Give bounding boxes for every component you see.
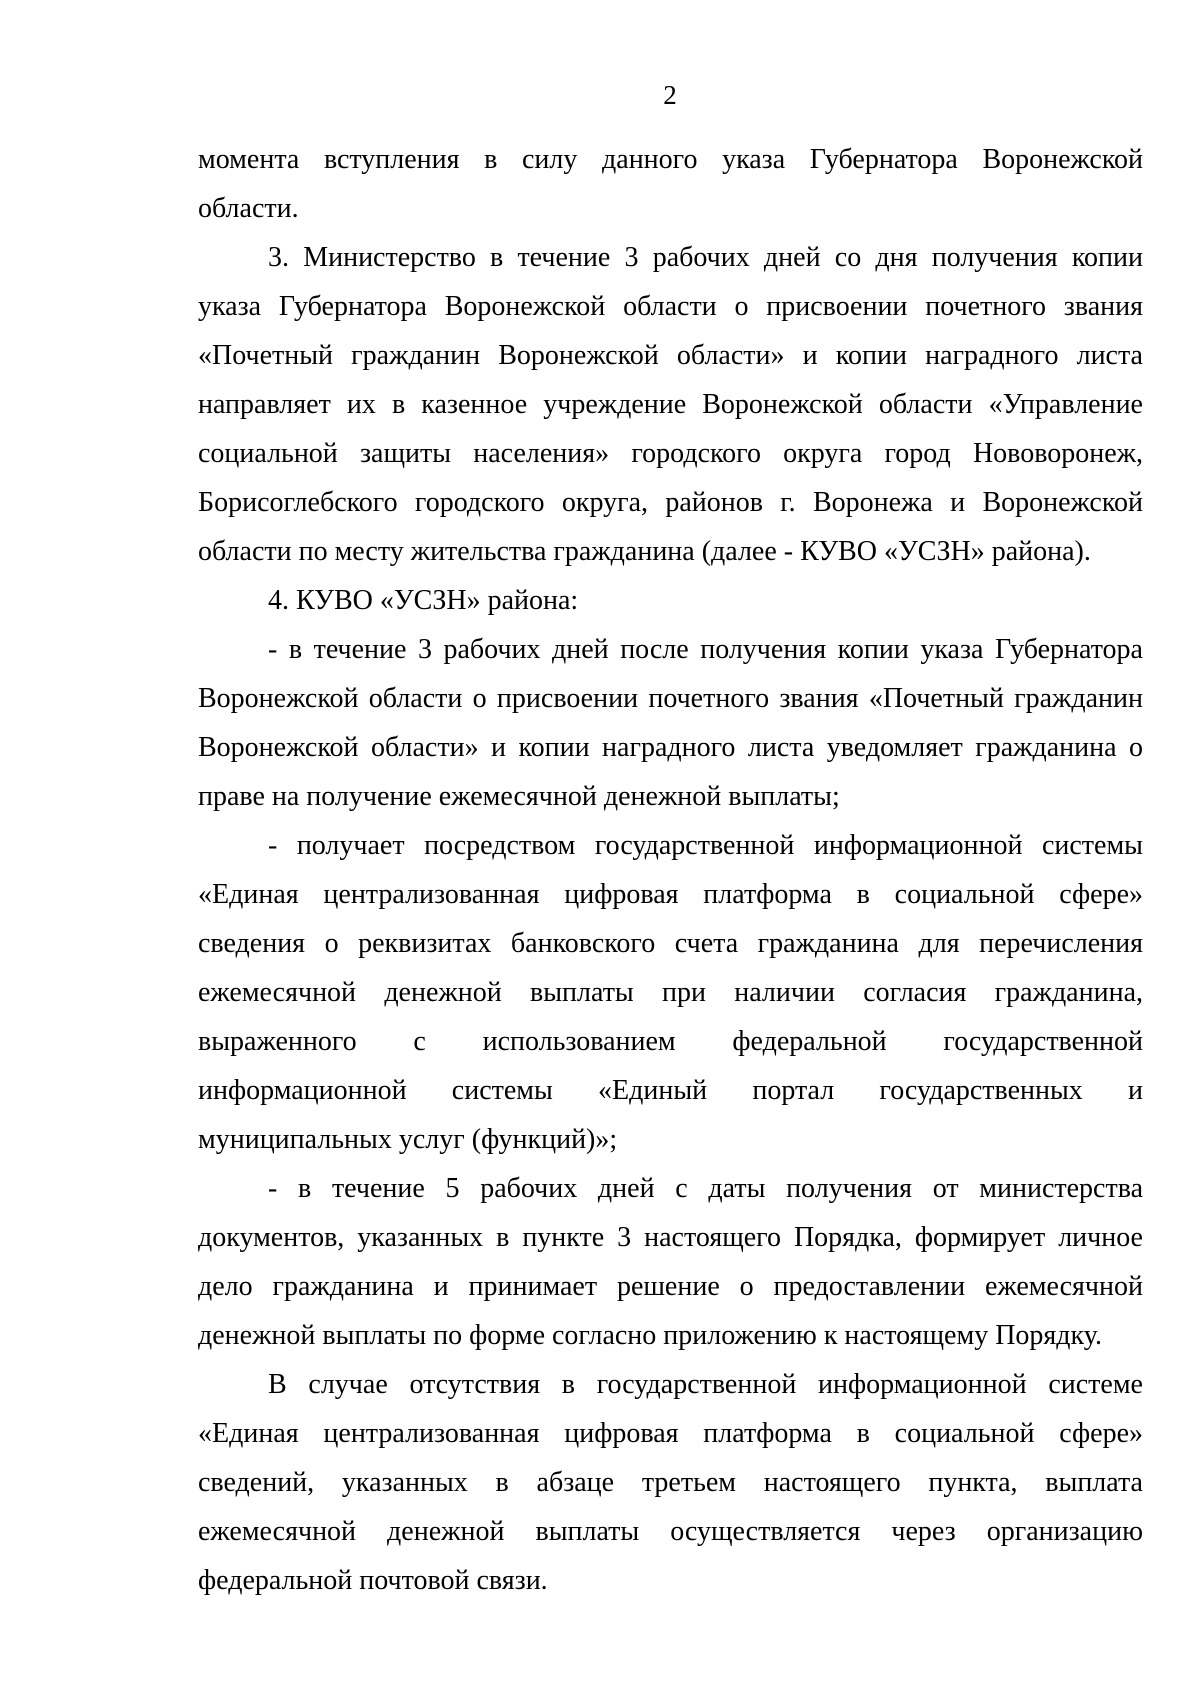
paragraph-closing xyxy=(198,1360,1143,1605)
paragraph-item-3 xyxy=(198,233,1143,576)
text-line: социальной защиты населения» городского округа город Нововоронеж, xyxy=(198,438,1143,469)
text-line: - получает посредством государственной информационной системы xyxy=(268,830,1143,861)
text-line: Воронежской области о присвоении почетного звания «Почетный гражданин xyxy=(198,683,1143,714)
text-line: дело гражданина и принимает решение о предоставлении ежемесячной xyxy=(198,1271,1143,1302)
text-line: выраженного с использованием федеральной государственной xyxy=(198,1026,1143,1057)
text-line: В случае отсутствия в государственной информационной системе xyxy=(268,1369,1143,1400)
text-line: «Единая централизованная цифровая платформа в социальной сфере» xyxy=(198,879,1143,910)
paragraph-item-4-bullet-c xyxy=(198,1164,1143,1360)
text-line: указа Губернатора Воронежской области о присвоении почетного звания xyxy=(198,291,1143,322)
text-line: направляет их в казенное учреждение Воронежской области «Управление xyxy=(198,389,1143,420)
paragraph-item-4-bullet-a xyxy=(198,625,1143,821)
paragraph-continuation xyxy=(198,135,1143,233)
text-line: информационной системы «Единый портал государственных и xyxy=(198,1075,1143,1106)
text-line: Борисоглебского городского округа, районов г. Воронежа и Воронежской xyxy=(198,487,1143,518)
text-line: области. xyxy=(198,193,299,224)
paragraph-item-4-bullet-b xyxy=(198,821,1143,1164)
text-line: федеральной почтовой связи. xyxy=(198,1565,548,1596)
text-line: «Единая централизованная цифровая платформа в социальной сфере» xyxy=(198,1418,1143,1449)
text-line: - в течение 3 рабочих дней после получения копии указа Губернатора xyxy=(268,634,1143,665)
text-line: области по месту жительства гражданина (далее - КУВО «УСЗН» района). xyxy=(198,536,1091,567)
text-line: праве на получение ежемесячной денежной выплаты; xyxy=(198,781,840,812)
paragraph-item-4 xyxy=(198,576,1143,625)
text-line: - в течение 5 рабочих дней с даты получения от министерства xyxy=(268,1173,1143,1204)
text-line: сведений, указанных в абзаце третьем настоящего пункта, выплата xyxy=(198,1467,1143,1498)
text-line: «Почетный гражданин Воронежской области» и копии наградного листа xyxy=(198,340,1143,371)
text-line: момента вступления в силу данного указа Губернатора Воронежской xyxy=(198,144,1143,175)
text-line: Воронежской области» и копии наградного листа уведомляет гражданина о xyxy=(198,732,1143,763)
text-line: ежемесячной денежной выплаты при наличии согласия гражданина, xyxy=(198,977,1143,1008)
text-line: 4. КУВО «УСЗН» района: xyxy=(268,585,579,616)
text-line: денежной выплаты по форме согласно приложению к настоящему Порядку. xyxy=(198,1320,1102,1351)
text-line: муниципальных услуг (функций)»; xyxy=(198,1124,618,1155)
text-line: 3. Министерство в течение 3 рабочих дней со дня получения копии xyxy=(268,242,1143,273)
text-line: сведения о реквизитах банковского счета гражданина для перечисления xyxy=(198,928,1143,959)
text-line: документов, указанных в пункте 3 настоящего Порядка, формирует личное xyxy=(198,1222,1143,1253)
document-body xyxy=(198,135,1143,1605)
page-number: 2 xyxy=(663,80,677,110)
text-line: ежемесячной денежной выплаты осуществляется через организацию xyxy=(198,1516,1143,1547)
